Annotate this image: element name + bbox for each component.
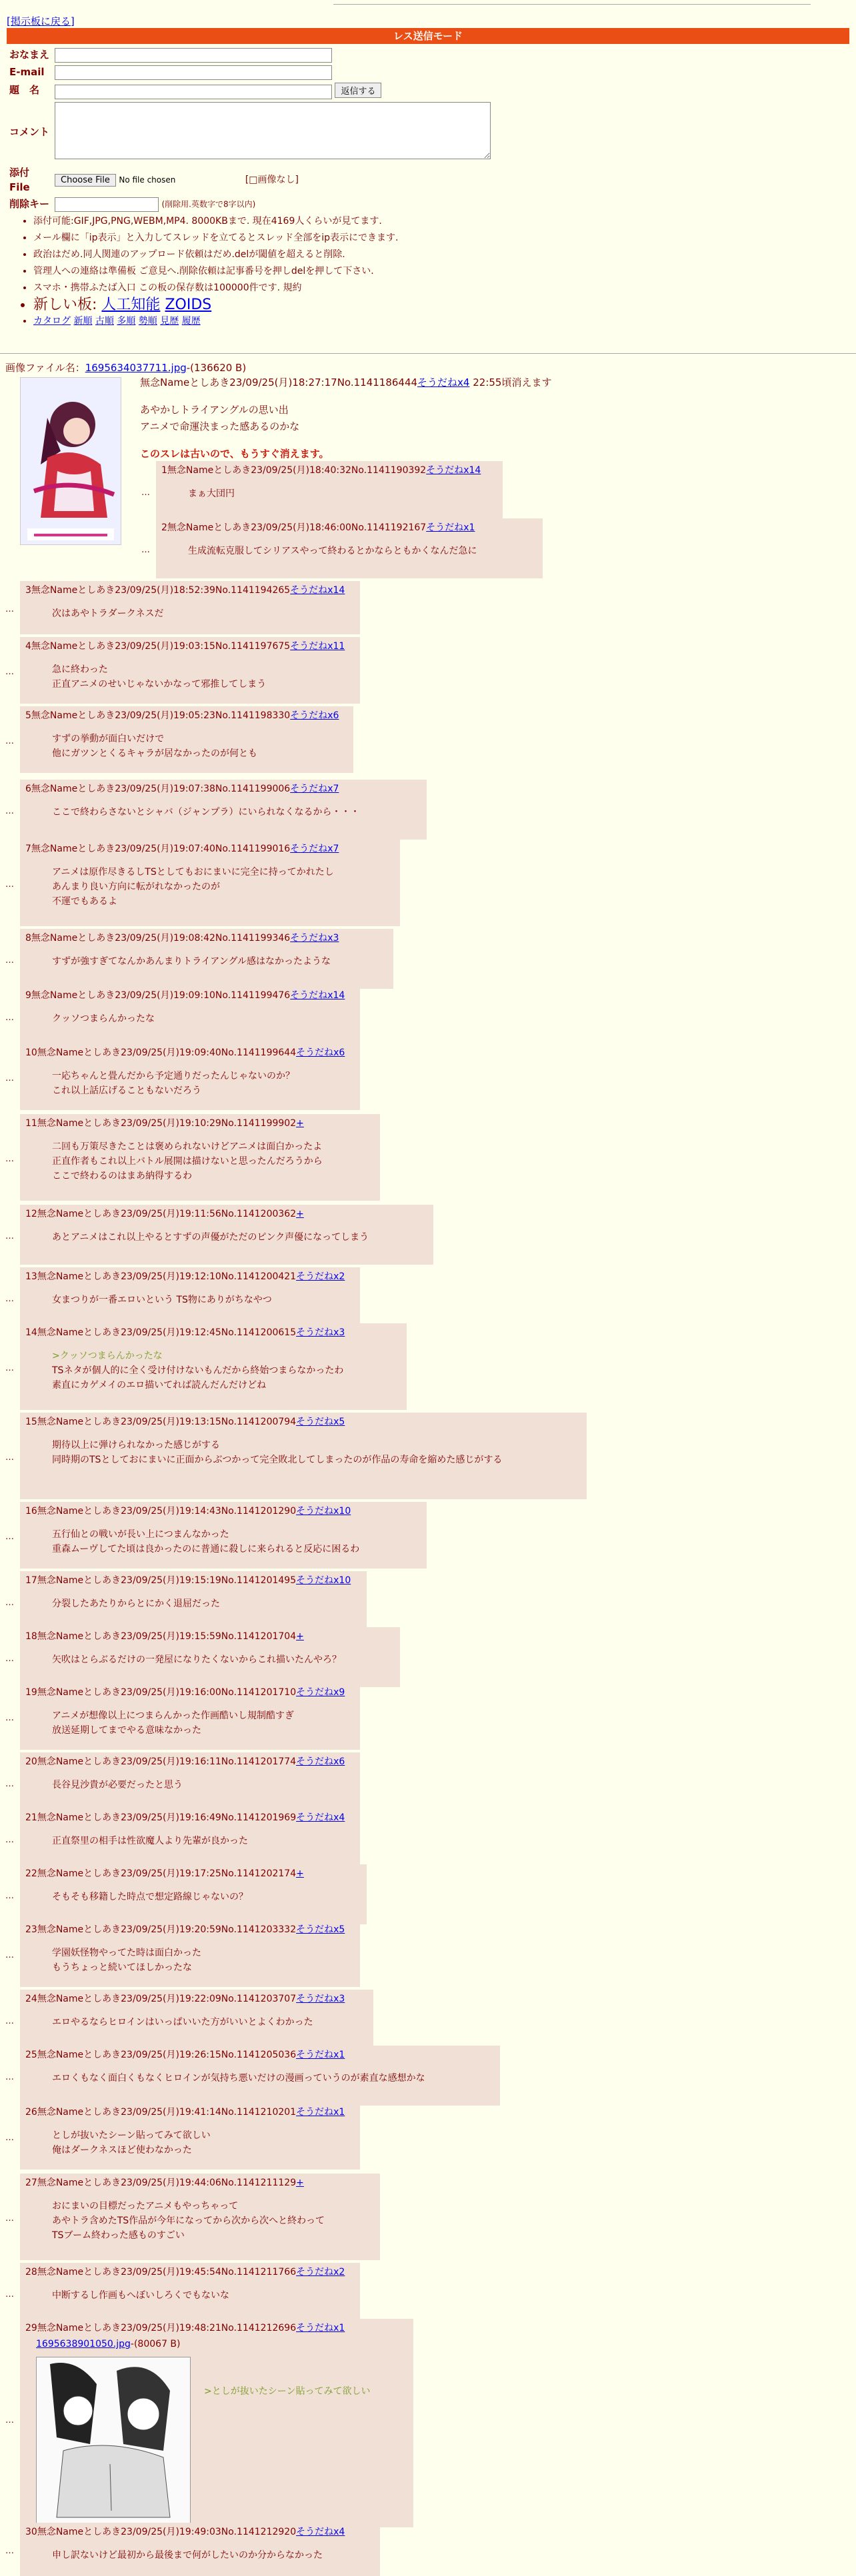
ellipsis-marker: … bbox=[5, 1950, 14, 1960]
reply-header bbox=[25, 2321, 408, 2335]
op-line: アニメで命運決まった感あるのかな bbox=[140, 420, 300, 432]
reply-post bbox=[20, 1752, 360, 1812]
op-file-link[interactable]: 1695634037711.jpg bbox=[85, 362, 187, 374]
reply-post bbox=[20, 706, 353, 773]
ellipsis-marker: … bbox=[5, 806, 14, 816]
sodane-button[interactable]: そうだねx11 bbox=[290, 641, 345, 652]
reply-post bbox=[20, 581, 360, 634]
sodane-button[interactable]: そうだねx4 bbox=[296, 1812, 345, 1823]
reply-message bbox=[52, 732, 348, 761]
reply-number: 15 bbox=[25, 1417, 37, 1427]
comment-label: コメント bbox=[9, 125, 50, 138]
op-thumbnail-image[interactable] bbox=[20, 377, 121, 545]
ellipsis-marker: … bbox=[5, 1598, 14, 1608]
reply-text: 申し訳ないけど最初から最後まで何がしたいのか分からなかった bbox=[52, 2550, 323, 2561]
ellipsis-marker: … bbox=[5, 1154, 14, 1164]
reply-text: すずが強すぎてなんかあんまりトライアングル感はなかったような bbox=[52, 956, 331, 967]
reply-post bbox=[20, 780, 427, 840]
sodane-button[interactable]: そうだねx7 bbox=[290, 784, 339, 794]
reply-meta: 無念Nameとしあき23/09/25(月)19:07:40No.1141199016 bbox=[31, 844, 291, 854]
ellipsis-marker: … bbox=[141, 545, 150, 555]
reply-form bbox=[7, 47, 493, 213]
new-board-link[interactable]: 人工知能 bbox=[101, 297, 161, 313]
reply-text: 次はあやトラダークネスだ bbox=[52, 608, 164, 620]
comment-textarea[interactable] bbox=[55, 102, 491, 159]
reply-text: としが抜いたシーン貼ってみて欲しい 俺はダークネスほど使わなかった bbox=[52, 2130, 211, 2156]
reply-meta: 無念Nameとしあき23/09/25(月)19:15:19No.1141201495 bbox=[37, 1575, 297, 1586]
reply-message bbox=[52, 2015, 368, 2030]
reply-post bbox=[20, 2263, 360, 2323]
reply-file-link[interactable]: 1695638901050.jpg bbox=[36, 2339, 131, 2350]
reply-header bbox=[25, 782, 421, 796]
reply-post bbox=[20, 1043, 360, 1110]
reply-header bbox=[25, 1923, 355, 1936]
reply-post bbox=[20, 1413, 587, 1499]
op-file-info bbox=[5, 361, 246, 376]
reply-meta: 無念Nameとしあき23/09/25(月)19:12:45No.1141200615 bbox=[37, 1327, 297, 1338]
reply-number: 18 bbox=[25, 1631, 37, 1642]
new-board-link[interactable]: ZOIDS bbox=[165, 297, 212, 313]
nav-link[interactable]: 古順 bbox=[95, 316, 114, 326]
sodane-button[interactable]: そうだねx6 bbox=[290, 710, 339, 721]
reply-text: 期待以上に弾けられなかった感じがする 同時期のTSとしておにまいに正面からぶつかって完全敗北してしまったのが作品の寿命を縮めた感じがする bbox=[52, 1440, 503, 1466]
notice-item: • 添付可能:GIF,JPG,PNG,WEBM,MP4. 8000KBまで. 現在4169人くらいが見てます. bbox=[33, 213, 398, 230]
reply-meta: 無念Nameとしあき23/09/25(月)19:41:14No.1141210201 bbox=[37, 2107, 297, 2118]
reply-meta: 無念Nameとしあき23/09/25(月)19:14:43No.1141201290 bbox=[37, 1506, 297, 1517]
reply-message bbox=[52, 1890, 361, 1904]
reply-post bbox=[20, 1571, 367, 1631]
submit-button[interactable]: 返信する bbox=[335, 83, 381, 98]
ellipsis-marker: … bbox=[5, 956, 14, 966]
reply-message bbox=[52, 1438, 581, 1467]
notice-item: • スマホ・携帯ふたば入口 この板の保存数は100000件です. 規約 bbox=[33, 280, 398, 297]
reply-header bbox=[25, 1505, 421, 1518]
reply-post bbox=[20, 2523, 380, 2576]
reply-post bbox=[20, 1990, 373, 2050]
reply-post bbox=[20, 929, 393, 989]
ellipsis-marker: … bbox=[5, 736, 14, 746]
reply-number: 11 bbox=[25, 1118, 37, 1129]
reply-text: すずの挙動が面白いだけで 他にガツンとくるキャラが居なかったのが何とも bbox=[52, 734, 257, 760]
sodane-button[interactable]: そうだねx14 bbox=[426, 465, 481, 476]
sodane-button[interactable]: そうだねx10 bbox=[296, 1575, 351, 1586]
sodane-button[interactable]: + bbox=[296, 1631, 304, 1642]
op-expire: 22:55頃消えます bbox=[473, 376, 552, 388]
reply-meta: 無念Nameとしあき23/09/25(月)19:09:40No.1141199644 bbox=[37, 1047, 297, 1058]
sodane-button[interactable]: そうだねx14 bbox=[290, 585, 345, 596]
reply-text: 分裂したあたりからとにかく退屈だった bbox=[52, 1599, 220, 1610]
reply-number: 8 bbox=[25, 933, 31, 944]
reply-header bbox=[25, 709, 348, 722]
sodane-button[interactable]: そうだねx14 bbox=[290, 990, 345, 1001]
reply-text: まぁ大団円 bbox=[188, 488, 235, 500]
reply-header bbox=[25, 1755, 355, 1768]
file-prefix: 画像ファイル名： bbox=[5, 362, 85, 374]
ellipsis-marker: … bbox=[5, 604, 14, 614]
ellipsis-marker: … bbox=[5, 2289, 14, 2299]
nav-link[interactable]: 多順 bbox=[117, 316, 136, 326]
reply-text: 一応ちゃんと畳んだから予定通りだったんじゃないのか？ これ以上話広げることもないだろう bbox=[52, 1071, 295, 1097]
reply-message bbox=[52, 2128, 355, 2158]
reply-header bbox=[25, 1046, 355, 1059]
reply-header bbox=[25, 1992, 368, 2006]
reply-message bbox=[52, 2199, 375, 2243]
sodane-button[interactable]: そうだねx1 bbox=[296, 2107, 345, 2118]
delete-key-input[interactable] bbox=[55, 197, 159, 212]
reply-message bbox=[52, 606, 355, 621]
ellipsis-marker: … bbox=[5, 2415, 14, 2425]
reply-message bbox=[52, 662, 355, 692]
reply-header bbox=[25, 584, 355, 597]
ellipsis-marker: … bbox=[5, 2016, 14, 2026]
notice-item: • 政治はだめ.同人関連のアップロード依頼はだめ.delが閾値を超えると削除. bbox=[33, 247, 398, 263]
reply-message bbox=[52, 1652, 395, 1667]
reply-post bbox=[20, 1205, 433, 1265]
reply-file-size: -(80067 B) bbox=[130, 2339, 181, 2350]
op-file-size: -(136620 B) bbox=[186, 362, 247, 374]
reply-header bbox=[25, 1686, 355, 1699]
file-status: No file chosen bbox=[119, 175, 176, 185]
reply-meta: 無念Nameとしあき23/09/25(月)19:15:59No.1141201704 bbox=[37, 1631, 297, 1642]
reply-header bbox=[25, 842, 395, 856]
email-label: E-mail bbox=[9, 66, 45, 79]
op-header: 無念Nameとしあき23/09/25(月)18:27:17No.1141186444 bbox=[140, 376, 418, 388]
reply-thumbnail-image[interactable] bbox=[36, 2357, 191, 2525]
ellipsis-marker: … bbox=[5, 667, 14, 677]
reply-number: 3 bbox=[25, 585, 31, 596]
reply-number: 28 bbox=[25, 2267, 37, 2277]
op-line: あやかしトライアングルの思い出 bbox=[140, 404, 289, 416]
reply-meta: 無念Nameとしあき23/09/25(月)19:16:11No.1141201774 bbox=[37, 1756, 297, 1767]
reply-text: クッソつまらんかったな bbox=[52, 1013, 155, 1025]
sodane-button[interactable]: そうだねx5 bbox=[296, 1924, 345, 1935]
ellipsis-marker: … bbox=[5, 1073, 14, 1083]
reply-number: 14 bbox=[25, 1327, 37, 1338]
reply-meta: 無念Nameとしあき23/09/25(月)18:40:32No.1141190392 bbox=[167, 465, 427, 476]
nav-link[interactable]: 新順 bbox=[73, 316, 93, 326]
ellipsis-marker: … bbox=[5, 1453, 14, 1463]
reply-mode-bar: レス送信モード bbox=[7, 28, 849, 44]
reply-message bbox=[52, 2548, 375, 2563]
expire-warning: このスレは古いので、もうすぐ消えます。 bbox=[140, 448, 329, 460]
sodane-button[interactable]: そうだねx3 bbox=[296, 1994, 345, 2004]
reply-text: エロやるならヒロインはいっぱいいた方がいいとよくわかった bbox=[52, 2017, 313, 2028]
notice-item: • メール欄に「ip表示」と入力してスレッドを立てるとスレッド全部をip表示にできます. bbox=[33, 230, 398, 247]
reply-message bbox=[52, 1946, 355, 1975]
reply-message bbox=[188, 544, 537, 558]
ellipsis-marker: … bbox=[5, 1013, 14, 1023]
reply-post bbox=[20, 986, 360, 1046]
reply-meta: 無念Nameとしあき23/09/25(月)19:20:59No.1141203332 bbox=[37, 1924, 297, 1935]
reply-header bbox=[25, 2048, 495, 2062]
reply-message bbox=[52, 805, 421, 820]
sodane-button[interactable]: そうだねx7 bbox=[290, 844, 339, 854]
sodane-button[interactable]: そうだねx2 bbox=[296, 1271, 345, 1282]
reply-header bbox=[25, 932, 388, 945]
reply-message bbox=[52, 1708, 355, 1738]
sodane-button[interactable]: そうだねx3 bbox=[296, 1327, 345, 1338]
reply-meta: 無念Nameとしあき23/09/25(月)19:09:10No.1141199476 bbox=[31, 990, 291, 1001]
no-image-checkbox[interactable]: [□画像なし] bbox=[245, 175, 299, 186]
reply-header bbox=[25, 1270, 355, 1283]
nav-link[interactable]: カタログ bbox=[33, 316, 71, 326]
nav-link[interactable]: 勢順 bbox=[138, 316, 157, 326]
ellipsis-marker: … bbox=[5, 1713, 14, 1723]
notice-item: • 管理人への連絡は準備板 ご意見へ.削除依頼は記事番号を押しdelを押して下さい. bbox=[33, 263, 398, 280]
reply-meta: 無念Nameとしあき23/09/25(月)19:03:15No.1141197675 bbox=[31, 641, 291, 652]
notice-list bbox=[20, 213, 398, 330]
name-input[interactable] bbox=[55, 48, 332, 63]
reply-number: 24 bbox=[25, 1994, 37, 2004]
reply-text: ここで終わらさないとシャバ（ジャンプラ）にいられなくなるから・・・ bbox=[52, 807, 360, 818]
reply-number: 27 bbox=[25, 2178, 37, 2188]
reply-number: 16 bbox=[25, 1506, 37, 1517]
reply-post bbox=[20, 2046, 500, 2106]
reply-post bbox=[20, 840, 400, 926]
reply-message bbox=[52, 1139, 375, 1183]
reply-post bbox=[20, 2103, 360, 2170]
reply-text: アニメは原作尽きるしTSとしてもおにまいに完全に持ってかれたし あんまり良い方向に転がれなかったのが 不運でもあるよ bbox=[52, 867, 334, 908]
reply-text: 急に終わった 正直アニメのせいじゃないかなって邪推してしまう bbox=[52, 664, 267, 690]
reply-message bbox=[52, 865, 395, 909]
op-post bbox=[140, 374, 551, 462]
ellipsis-marker: … bbox=[5, 1891, 14, 1901]
reply-header bbox=[25, 1811, 355, 1824]
ellipsis-marker: … bbox=[5, 880, 14, 890]
reply-quote: >クッソつまらんかったな bbox=[52, 1351, 163, 1362]
reply-header bbox=[25, 989, 355, 1002]
reply-meta: 無念Nameとしあき23/09/25(月)19:44:06No.1141211129 bbox=[37, 2178, 297, 2188]
reply-post bbox=[20, 1808, 360, 1868]
reply-message bbox=[52, 1011, 355, 1026]
reply-number: 12 bbox=[25, 1209, 37, 1219]
new-board-line bbox=[33, 297, 398, 313]
ellipsis-marker: … bbox=[5, 2214, 14, 2224]
sodane-button[interactable]: そうだねx1 bbox=[296, 2050, 345, 2060]
sodane-button[interactable]: そうだねx4 bbox=[296, 2527, 345, 2537]
reply-text: 長谷見沙貴が必要だったと思う bbox=[52, 1780, 183, 1791]
reply-meta: 無念Nameとしあき23/09/25(月)18:46:00No.1141192167 bbox=[167, 522, 427, 533]
reply-meta: 無念Nameとしあき23/09/25(月)18:52:39No.1141194265 bbox=[31, 585, 291, 596]
sodane-button[interactable]: そうだねx9 bbox=[296, 1687, 345, 1698]
ellipsis-marker: … bbox=[5, 2133, 14, 2143]
reply-message bbox=[52, 1349, 401, 1393]
reply-file-info bbox=[36, 2337, 408, 2351]
sodane-button[interactable]: + bbox=[296, 1868, 304, 1879]
nav-link[interactable]: 見歴 bbox=[160, 316, 179, 326]
subject-input[interactable] bbox=[55, 85, 332, 99]
reply-meta: 無念Nameとしあき23/09/25(月)19:17:25No.1141202174 bbox=[37, 1868, 297, 1879]
reply-number: 7 bbox=[25, 844, 31, 854]
reply-header bbox=[25, 1574, 361, 1587]
sodane-button[interactable]: そうだねx6 bbox=[296, 1756, 345, 1767]
reply-post bbox=[156, 518, 543, 578]
reply-number: 6 bbox=[25, 784, 31, 794]
ellipsis-marker: … bbox=[5, 1231, 14, 1241]
reply-header bbox=[161, 464, 497, 477]
reply-meta: 無念Nameとしあき23/09/25(月)19:08:42No.1141199346 bbox=[31, 933, 291, 944]
ellipsis-marker: … bbox=[5, 1835, 14, 1845]
reply-message bbox=[52, 954, 388, 969]
reply-header bbox=[25, 1207, 428, 1221]
reply-number: 17 bbox=[25, 1575, 37, 1586]
sodane-button[interactable]: + bbox=[296, 1209, 304, 1219]
reply-message bbox=[52, 1778, 355, 1792]
reply-header bbox=[25, 2106, 355, 2119]
reply-header bbox=[25, 2176, 375, 2190]
reply-meta: 無念Nameとしあき23/09/25(月)19:26:15No.1141205036 bbox=[37, 2050, 297, 2060]
reply-text: 学園妖怪物やってた時は面白かった もうちょっと続いてほしかったな bbox=[52, 1948, 201, 1974]
choose-file-button[interactable]: Choose File bbox=[55, 174, 116, 187]
reply-number: 1 bbox=[161, 465, 167, 476]
ellipsis-marker: … bbox=[5, 1654, 14, 1664]
reply-header bbox=[25, 1867, 361, 1880]
sodane-button[interactable]: そうだねx6 bbox=[296, 1047, 345, 1058]
email-input[interactable] bbox=[55, 65, 332, 80]
reply-number: 4 bbox=[25, 641, 31, 652]
reply-text: おにまいの目標だったアニメもやっちゃって あやトラ含めたTS作品が今年になってから次から次へと終わって TSブーム終わった感ものすごい bbox=[52, 2201, 325, 2242]
reply-header bbox=[161, 521, 537, 534]
reply-post bbox=[20, 1323, 407, 1410]
reply-message bbox=[52, 1597, 361, 1611]
reply-post bbox=[20, 1627, 400, 1687]
reply-message bbox=[52, 1069, 355, 1098]
reply-header bbox=[25, 1117, 375, 1130]
reply-number: 23 bbox=[25, 1924, 37, 1935]
file-label: 添付File bbox=[9, 166, 30, 193]
reply-header bbox=[25, 640, 355, 653]
reply-text: 二回も万策尽きたことは褒められないけどアニメは面白かったよ 正直作者もこれ以上バトル展開は描けないと思ったんだろうから ここで終わるのはまあ納得するわ bbox=[52, 1141, 323, 1182]
reply-post bbox=[20, 1864, 367, 1924]
reply-message bbox=[52, 1293, 355, 1307]
reply-number: 2 bbox=[161, 522, 167, 533]
ellipsis-marker: … bbox=[5, 1363, 14, 1373]
reply-message bbox=[52, 2071, 495, 2086]
reply-meta: 無念Nameとしあき23/09/25(月)19:45:54No.1141211766 bbox=[37, 2267, 297, 2277]
reply-header bbox=[25, 2265, 355, 2279]
ellipsis-marker: … bbox=[5, 2072, 14, 2082]
reply-message bbox=[52, 2288, 355, 2303]
reply-text: TSネタが個人的に全く受け付けないもんだから終始つまらなかったわ 素直にカゲメイのエロ描いてれば読んだんだけどね bbox=[52, 1365, 344, 1391]
reply-meta: 無念Nameとしあき23/09/25(月)19:05:23No.1141198330 bbox=[31, 710, 291, 721]
reply-header bbox=[25, 2525, 375, 2539]
reply-number: 9 bbox=[25, 990, 31, 1001]
reply-post bbox=[20, 1267, 360, 1327]
reply-message bbox=[188, 486, 497, 501]
reply-meta: 無念Nameとしあき23/09/25(月)19:49:03No.1141212920 bbox=[37, 2527, 297, 2537]
sodane-button[interactable]: そうだねx4 bbox=[417, 376, 470, 388]
reply-number: 21 bbox=[25, 1812, 37, 1823]
reply-quote: >としが抜いたシーン貼ってみて欲しい bbox=[204, 2385, 371, 2397]
reply-number: 13 bbox=[25, 1271, 37, 1282]
nav-link[interactable]: 履歴 bbox=[181, 316, 201, 326]
top-divider bbox=[333, 4, 811, 5]
reply-meta: 無念Nameとしあき23/09/25(月)19:11:56No.1141200362 bbox=[37, 1209, 297, 1219]
delete-key-label: 削除キー bbox=[9, 198, 50, 211]
ellipsis-marker: … bbox=[141, 488, 150, 498]
reply-number: 5 bbox=[25, 710, 31, 721]
reply-number: 19 bbox=[25, 1687, 37, 1698]
ellipsis-marker: … bbox=[5, 1779, 14, 1789]
reply-meta: 無念Nameとしあき23/09/25(月)19:12:10No.1141200421 bbox=[37, 1271, 297, 1282]
sodane-button[interactable]: そうだねx1 bbox=[296, 2323, 345, 2333]
reply-number: 10 bbox=[25, 1047, 37, 1058]
reply-meta: 無念Nameとしあき23/09/25(月)19:10:29No.1141199902 bbox=[37, 1118, 297, 1129]
reply-meta: 無念Nameとしあき23/09/25(月)19:16:00No.1141201710 bbox=[37, 1687, 297, 1698]
reply-number: 29 bbox=[25, 2323, 37, 2333]
back-to-board-link[interactable]: [掲示板に戻る] bbox=[7, 15, 75, 27]
reply-text: 正直祭里の相手は性欲魔人より先輩が良かった bbox=[52, 1836, 248, 1847]
reply-text: あとアニメはこれ以上やるとすずの声優がただのピンク声優になってしまう bbox=[52, 1232, 369, 1243]
reply-header bbox=[25, 1630, 395, 1643]
name-label: おなまえ bbox=[9, 49, 50, 61]
reply-post bbox=[20, 2174, 380, 2260]
reply-number: 20 bbox=[25, 1756, 37, 1767]
reply-header bbox=[25, 1415, 581, 1429]
reply-text: そもそも移籍した時点で想定路線じゃないの？ bbox=[52, 1892, 248, 1903]
subject-label: 題 名 bbox=[9, 84, 40, 97]
reply-message bbox=[52, 1834, 355, 1848]
reply-message bbox=[52, 1527, 421, 1557]
reply-text: 女まつりが一番エロいという TS物にありがちなやつ bbox=[52, 1295, 272, 1306]
reply-meta: 無念Nameとしあき23/09/25(月)19:16:49No.1141201969 bbox=[37, 1812, 297, 1823]
reply-post bbox=[20, 637, 360, 704]
reply-number: 25 bbox=[25, 2050, 37, 2060]
sodane-button[interactable]: そうだねx3 bbox=[290, 933, 339, 944]
reply-text: 五行仙との戦いが長い上につまんなかった 重森ムーヴしてた頃は良かったのに普通に殺しに来られると反応に困るわ bbox=[52, 1529, 360, 1555]
reply-meta: 無念Nameとしあき23/09/25(月)19:07:38No.1141199006 bbox=[31, 784, 291, 794]
nav-links bbox=[33, 313, 398, 330]
sodane-button[interactable]: そうだねx5 bbox=[296, 1417, 345, 1427]
sodane-button[interactable]: そうだねx2 bbox=[296, 2267, 345, 2277]
reply-text: 矢吹はとらぶるだけの一発屋になりたくないからこれ描いたんやろ？ bbox=[52, 1654, 341, 1666]
reply-post bbox=[20, 2319, 413, 2527]
ellipsis-marker: … bbox=[5, 2546, 14, 2556]
reply-post bbox=[20, 1502, 427, 1569]
op-message bbox=[140, 402, 551, 435]
reply-text: 中断するし作画もへぼいしろくでもないな bbox=[52, 2290, 229, 2301]
reply-text: 生成流転克服してシリアスやって終わるとかならともかくなんだ急に bbox=[188, 546, 477, 557]
ellipsis-marker: … bbox=[5, 1532, 14, 1542]
sodane-button[interactable]: そうだねx10 bbox=[296, 1506, 351, 1517]
divider bbox=[0, 353, 856, 354]
reply-text: アニメが想像以上につまらんかった作画酷いし規制酷すぎ 放送延期してまでやる意味なかった bbox=[52, 1710, 295, 1736]
reply-message bbox=[52, 1230, 428, 1245]
reply-header bbox=[25, 1326, 401, 1339]
reply-number: 22 bbox=[25, 1868, 37, 1879]
delete-key-note: (削除用.英数字で8字以内) bbox=[161, 199, 256, 209]
reply-post bbox=[20, 1114, 380, 1201]
new-board-prefix: 新しい板: bbox=[33, 297, 97, 313]
reply-text: エロくもなく面白くもなくヒロインが気持ち悪いだけの漫画っていうのが素直な感想かな bbox=[52, 2073, 425, 2084]
reply-meta: 無念Nameとしあき23/09/25(月)19:48:21No.1141212696 bbox=[37, 2323, 297, 2333]
reply-meta: 無念Nameとしあき23/09/25(月)19:13:15No.1141200794 bbox=[37, 1417, 297, 1427]
sodane-button[interactable]: + bbox=[296, 2178, 304, 2188]
reply-number: 30 bbox=[25, 2527, 37, 2537]
reply-meta: 無念Nameとしあき23/09/25(月)19:22:09No.1141203707 bbox=[37, 1994, 297, 2004]
reply-number: 26 bbox=[25, 2107, 37, 2118]
reply-post bbox=[20, 1920, 360, 1987]
ellipsis-marker: … bbox=[5, 1294, 14, 1304]
sodane-button[interactable]: + bbox=[296, 1118, 304, 1129]
reply-post bbox=[20, 1683, 360, 1750]
reply-post bbox=[156, 461, 503, 521]
sodane-button[interactable]: そうだねx1 bbox=[426, 522, 475, 533]
